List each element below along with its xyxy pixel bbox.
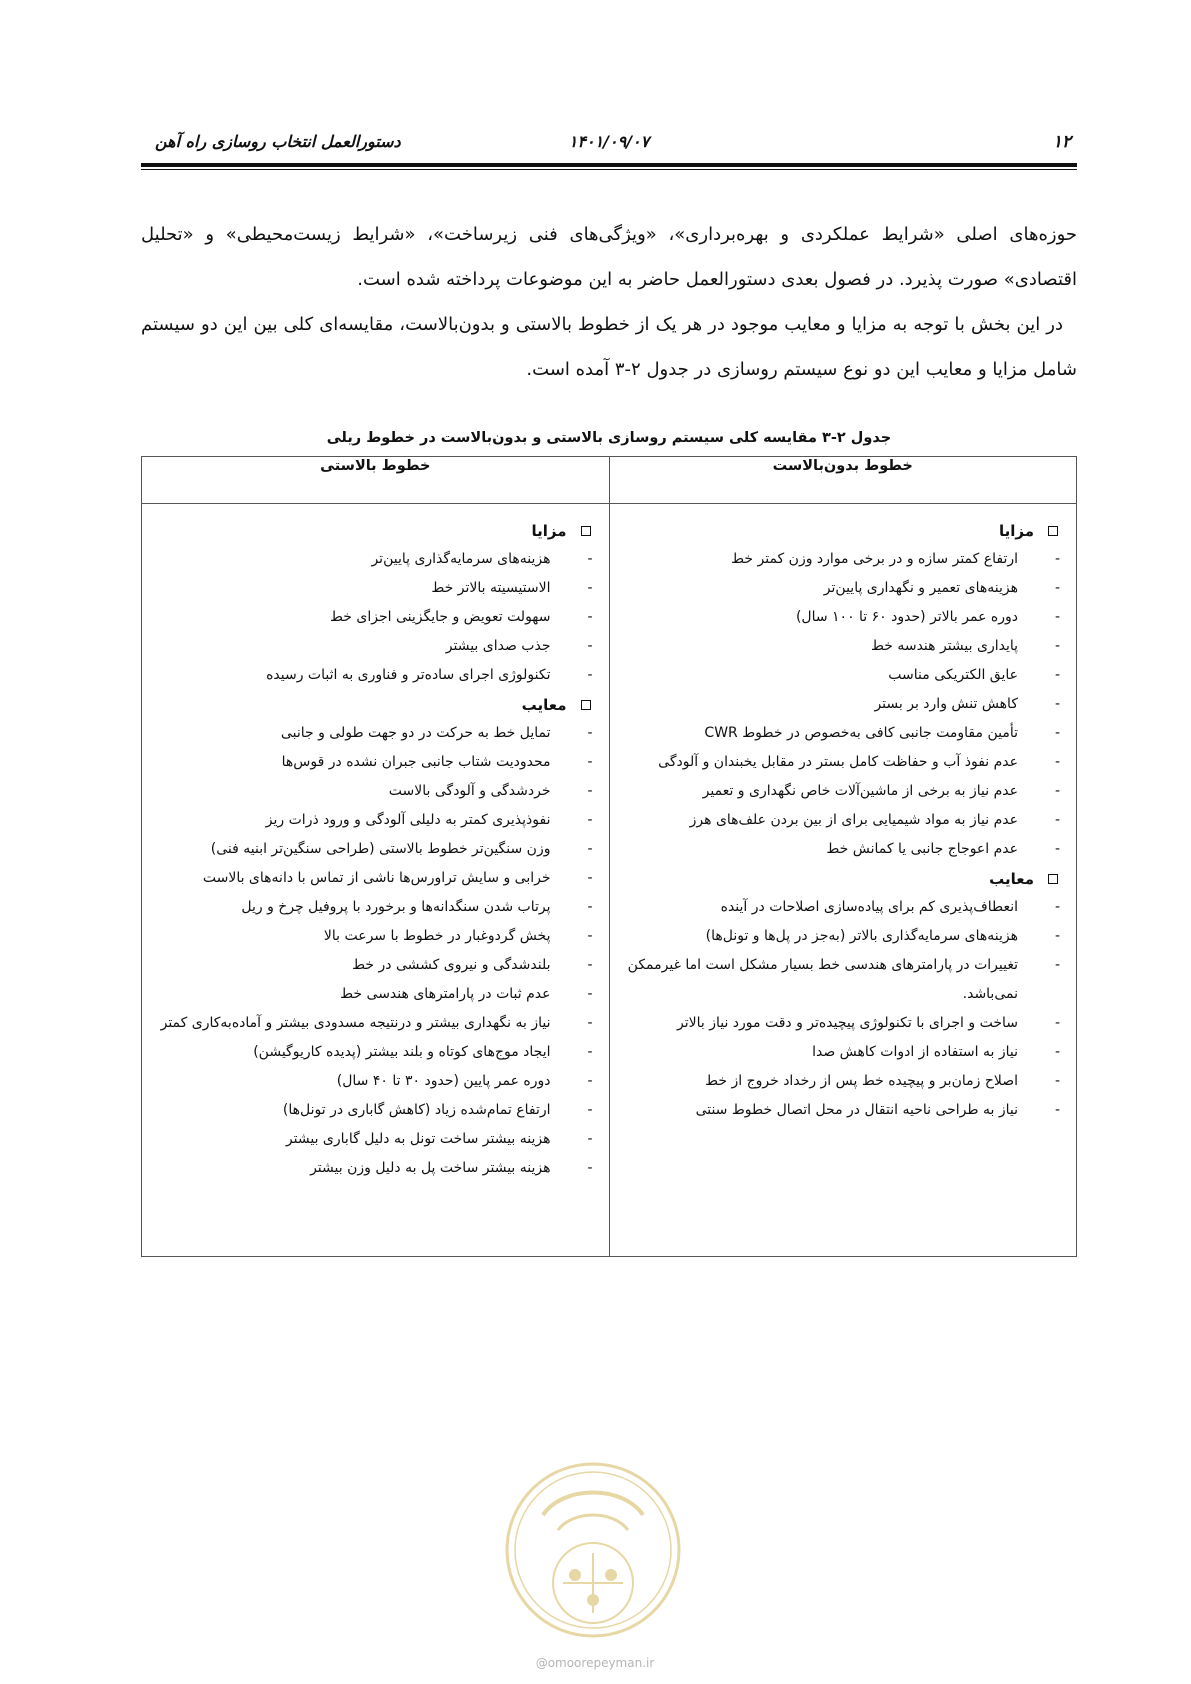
disadvantages-label: معایب	[989, 869, 1034, 888]
list-item	[152, 1096, 593, 1125]
list-item	[152, 603, 593, 632]
dash-bullet-icon: -	[1054, 551, 1060, 567]
section-advantages-slabless	[620, 516, 1061, 545]
dash-bullet-icon: -	[1054, 1044, 1060, 1060]
list-item-text: پرتاب شدن سنگدانه‌ها و برخورد با پروفیل چرخ و ریل	[241, 899, 551, 915]
dash-bullet-icon: -	[587, 1015, 593, 1031]
list-item	[152, 951, 593, 980]
section-disadvantages-ballasted	[152, 690, 593, 719]
list-item-text: هزینه‌های سرمایه‌گذاری بالاتر (به‌جز در پل‌ها و تونل‌ها)	[705, 928, 1018, 944]
advantages-label: مزایا	[998, 521, 1034, 540]
list-item	[620, 1067, 1061, 1096]
list-item	[152, 1067, 593, 1096]
header-ballasted: خطوط بالاستی	[142, 457, 610, 504]
page-header	[141, 132, 1077, 158]
list-item-text: نیاز به نگهداری بیشتر و درنتیجه مسدودی بیشتر و آماده‌به‌کاری کمتر	[160, 1015, 551, 1031]
list-item	[620, 922, 1061, 951]
list-item	[152, 1154, 593, 1183]
checkbox-square-icon	[1048, 526, 1058, 536]
list-item	[620, 1009, 1061, 1038]
advantages-list-slabless	[620, 545, 1061, 864]
list-item	[620, 777, 1061, 806]
dash-bullet-icon: -	[1054, 1015, 1060, 1031]
cell-slabless	[609, 504, 1077, 1257]
list-item	[620, 806, 1061, 835]
list-item	[152, 719, 593, 748]
list-item	[152, 574, 593, 603]
list-item-text: ارتفاع کمتر سازه و در برخی موارد وزن کمتر خط	[731, 551, 1018, 567]
dash-bullet-icon: -	[587, 957, 593, 973]
list-item-text: ایجاد موج‌های کوتاه و بلند بیشتر (پدیده کاریوگیشن)	[253, 1044, 551, 1060]
list-item-text: عدم نفوذ آب و حفاظت کامل بستر در مقابل یخبندان و آلودگی	[658, 754, 1018, 770]
list-item-text: نیاز به استفاده از ادوات کاهش صدا	[812, 1044, 1018, 1060]
header-title: دستورالعمل انتخاب روسازی راه آهن	[155, 132, 401, 151]
dash-bullet-icon: -	[1054, 1102, 1060, 1118]
dash-bullet-icon: -	[587, 899, 593, 915]
dash-bullet-icon: -	[587, 638, 593, 654]
dash-bullet-icon: -	[1054, 783, 1060, 799]
list-item-text: عدم ثبات در پارامترهای هندسی خط	[340, 986, 551, 1002]
header-rule-thin	[141, 169, 1077, 170]
watermark-logo	[503, 1455, 683, 1645]
list-item-text: عدم نیاز به برخی از ماشین‌آلات خاص نگهداری و تعمیر	[702, 783, 1018, 799]
list-item	[152, 980, 593, 1009]
paragraph-2: در این بخش با توجه به مزایا و معایب موجود در هر یک از خطوط بالاستی و بدون‌بالاست، مقایسه‌ای کلی بین این دو سیستم شامل مزایا و معایب این دو نوع سیستم روسازی در جدول ۲-۳ آمده است.	[141, 314, 1077, 380]
list-item-text: اصلاح زمان‌بر و پیچیده خط پس از رخداد خروج از خط	[705, 1073, 1018, 1089]
watermark-url: @omoorepeyman.ir	[535, 1656, 655, 1670]
dash-bullet-icon: -	[1054, 725, 1060, 741]
list-item-text: تغییرات در پارامترهای هندسی خط بسیار مشکل است اما غیرممکن نمی‌باشد.	[627, 957, 1018, 1002]
list-item-text: جذب صدای بیشتر	[445, 638, 551, 654]
list-item-text: وزن سنگین‌تر خطوط بالاستی (طراحی سنگین‌تر ابنیه فنی)	[210, 841, 551, 857]
dash-bullet-icon: -	[1054, 841, 1060, 857]
disadvantages-label: معایب	[521, 695, 567, 714]
list-item-text: بلندشدگی و نیروی کششی در خط	[352, 957, 551, 973]
list-item	[152, 1125, 593, 1154]
list-item-text: الاستیسیته بالاتر خط	[431, 580, 551, 596]
list-item-text: هزینه‌های سرمایه‌گذاری پایین‌تر	[371, 551, 551, 567]
list-item	[620, 574, 1061, 603]
header-slabless: خطوط بدون‌بالاست	[609, 457, 1077, 504]
dash-bullet-icon: -	[1054, 754, 1060, 770]
list-item	[152, 835, 593, 864]
list-item	[620, 951, 1061, 1009]
list-item-text: کاهش تنش وارد بر بستر	[874, 696, 1018, 712]
advantages-list-ballasted	[152, 545, 593, 690]
checkbox-square-icon	[581, 700, 591, 710]
dash-bullet-icon: -	[1054, 667, 1060, 683]
dash-bullet-icon: -	[587, 1073, 593, 1089]
dash-bullet-icon: -	[587, 725, 593, 741]
list-item-text: دوره عمر پایین (حدود ۳۰ تا ۴۰ سال)	[336, 1073, 551, 1089]
list-item	[620, 893, 1061, 922]
dash-bullet-icon: -	[1054, 1073, 1060, 1089]
list-item	[152, 806, 593, 835]
checkbox-square-icon	[581, 526, 591, 536]
list-item-text: خرابی و سایش تراورس‌ها ناشی از تماس با دانه‌های بالاست	[202, 870, 551, 886]
list-item-text: تأمین مقاومت جانبی کافی به‌خصوص در خطوط CWR	[704, 725, 1018, 741]
list-item	[152, 661, 593, 690]
checkbox-square-icon	[1048, 874, 1058, 884]
header-rule-thick	[141, 163, 1077, 167]
list-item-text: خردشدگی و آلودگی بالاست	[388, 783, 551, 799]
dash-bullet-icon: -	[587, 609, 593, 625]
page-number: ۱۲	[1052, 132, 1071, 152]
list-item-text: عدم نیاز به مواد شیمیایی برای از بین بردن علف‌های هرز	[689, 812, 1018, 828]
list-item-text: محدودیت شتاب جانبی جبران نشده در قوس‌ها	[281, 754, 551, 770]
list-item-text: نیاز به طراحی ناحیه انتقال در محل اتصال خطوط سنتی	[695, 1102, 1018, 1118]
list-item-text: نفوذپذیری کمتر به دلیلی آلودگی و ورود ذرات ریز	[265, 812, 551, 828]
dash-bullet-icon: -	[587, 1102, 593, 1118]
dash-bullet-icon: -	[1054, 812, 1060, 828]
dash-bullet-icon: -	[587, 754, 593, 770]
list-item-text: عدم اعوجاج جانبی یا کمانش خط	[826, 841, 1018, 857]
dash-bullet-icon: -	[587, 1044, 593, 1060]
list-item	[620, 835, 1061, 864]
dash-bullet-icon: -	[587, 667, 593, 683]
advantages-label: مزایا	[531, 521, 567, 540]
list-item	[152, 864, 593, 893]
list-item-text: ارتفاع تمام‌شده زیاد (کاهش گاباری در تونل‌ها)	[282, 1102, 551, 1118]
dash-bullet-icon: -	[1054, 638, 1060, 654]
list-item-text: سهولت تعویض و جایگزینی اجزای خط	[330, 609, 551, 625]
list-item-text: هزینه بیشتر ساخت پل به دلیل وزن بیشتر	[310, 1160, 551, 1176]
dash-bullet-icon: -	[587, 986, 593, 1002]
list-item	[152, 748, 593, 777]
cell-ballasted	[142, 504, 610, 1257]
table-caption: جدول ۲-۳ مقایسه کلی سیستم روسازی بالاستی و بدون‌بالاست در خطوط ریلی	[326, 430, 892, 446]
body-text	[141, 212, 1077, 392]
dash-bullet-icon: -	[587, 812, 593, 828]
dash-bullet-icon: -	[587, 1160, 593, 1176]
list-item	[152, 632, 593, 661]
list-item	[620, 545, 1061, 574]
list-item	[620, 603, 1061, 632]
list-item-text: تکنولوژی اجرای ساده‌تر و فناوری به اثبات رسیده	[266, 667, 551, 683]
dash-bullet-icon: -	[1054, 928, 1060, 944]
dash-bullet-icon: -	[587, 580, 593, 596]
dash-bullet-icon: -	[587, 928, 593, 944]
list-item	[152, 545, 593, 574]
dash-bullet-icon: -	[587, 1131, 593, 1147]
list-item	[620, 1038, 1061, 1067]
dash-bullet-icon: -	[1054, 899, 1060, 915]
list-item	[152, 893, 593, 922]
list-item-text: عایق الکتریکی مناسب	[888, 667, 1018, 683]
comparison-table	[141, 456, 1077, 1257]
list-item-text: دوره عمر بالاتر (حدود ۶۰ تا ۱۰۰ سال)	[795, 609, 1018, 625]
list-item-text: پایداری بیشتر هندسه خط	[870, 638, 1018, 654]
list-item	[620, 748, 1061, 777]
list-item	[620, 632, 1061, 661]
list-item-text: ساخت و اجرای با تکنولوژی پیچیده‌تر و دقت مورد نیاز بالاتر	[676, 1015, 1018, 1031]
list-item-text: هزینه‌های تعمیر و نگهداری پایین‌تر	[823, 580, 1018, 596]
dash-bullet-icon: -	[1054, 957, 1060, 973]
list-item	[152, 777, 593, 806]
list-item	[152, 1038, 593, 1067]
list-item	[620, 719, 1061, 748]
disadvantages-list-ballasted	[152, 719, 593, 1183]
list-item-text: تمایل خط به حرکت در دو جهت طولی و جانبی	[280, 725, 551, 741]
list-item	[152, 1009, 593, 1038]
dash-bullet-icon: -	[587, 841, 593, 857]
section-advantages-ballasted	[152, 516, 593, 545]
list-item	[620, 1096, 1061, 1125]
disadvantages-list-slabless	[620, 893, 1061, 1125]
dash-bullet-icon: -	[587, 551, 593, 567]
list-item-text: انعطاف‌پذیری کم برای پیاده‌سازی اصلاحات در آینده	[720, 899, 1018, 915]
paragraph-1: حوزه‌های اصلی «شرایط عملکردی و بهره‌برداری»، «ویژگی‌های فنی زیرساخت»، «شرایط زیست‌محیطی» و «تحلیل اقتصادی» صورت پذیرد. در فصول بعدی دستورالعمل حاضر به این موضوعات پرداخته شده است.	[141, 224, 1077, 290]
list-item-text: هزینه بیشتر ساخت تونل به دلیل گاباری بیشتر	[285, 1131, 551, 1147]
header-date: ۱۴۰۱/۰۹/۰۷	[568, 132, 650, 151]
list-item	[152, 922, 593, 951]
dash-bullet-icon: -	[587, 783, 593, 799]
dash-bullet-icon: -	[1054, 609, 1060, 625]
dash-bullet-icon: -	[587, 870, 593, 886]
list-item	[620, 661, 1061, 690]
list-item	[620, 690, 1061, 719]
section-disadvantages-slabless	[620, 864, 1061, 893]
dash-bullet-icon: -	[1054, 696, 1060, 712]
dash-bullet-icon: -	[1054, 580, 1060, 596]
list-item-text: پخش گردوغبار در خطوط با سرعت بالا	[323, 928, 551, 944]
